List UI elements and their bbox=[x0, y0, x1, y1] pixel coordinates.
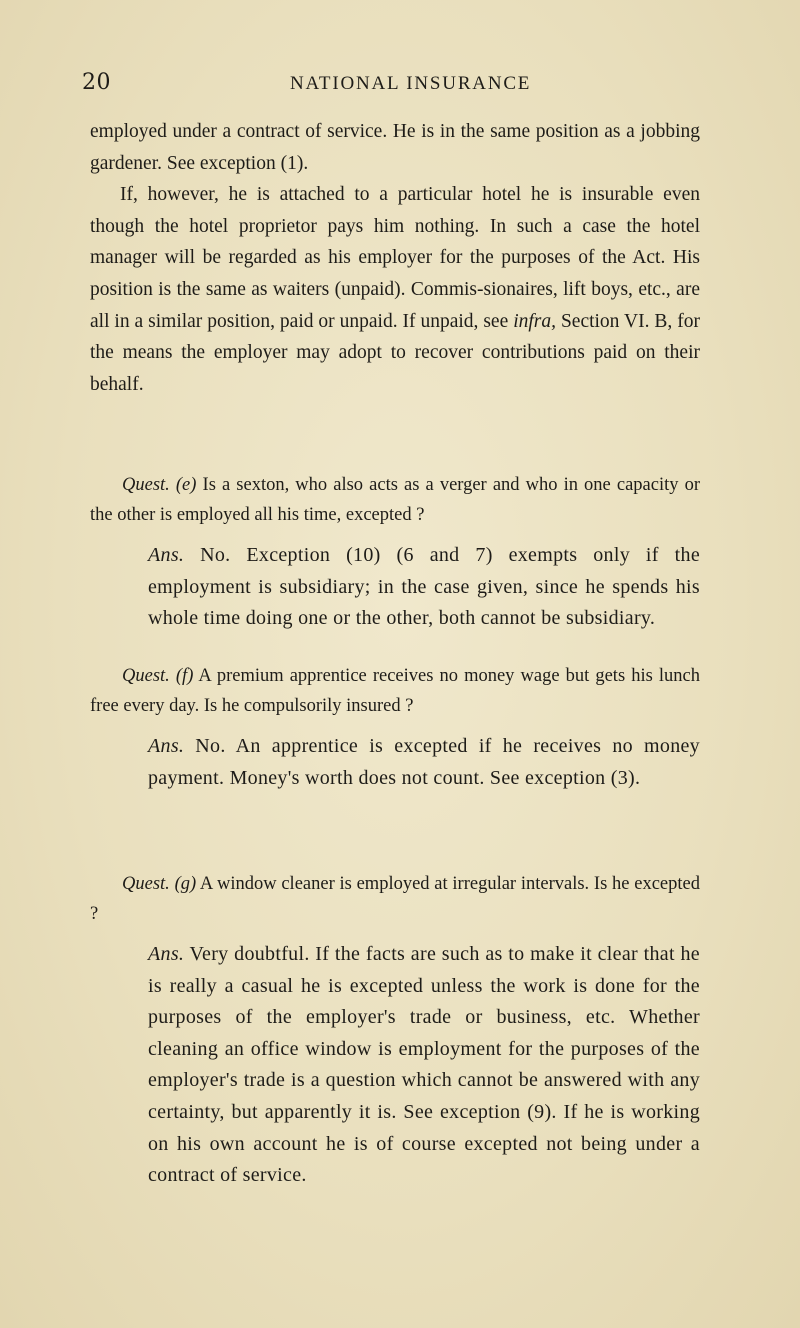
running-title: NATIONAL INSURANCE bbox=[290, 73, 532, 94]
question-block-f bbox=[90, 661, 700, 794]
answer-text: Very doubtful. If the facts are such as to make it clear that he is really a casual he is excepted unless the work is done for the purposes of the employer's trade or business, etc. Whether cleaning an office window is employment for the purposes of the employer's trade is a question which cannot be answered with any certainty, but apparently it is. See exception (9). If he is working on his own account he is of course excepted not being under a contract of service. bbox=[148, 943, 700, 1187]
answer-label: Ans. bbox=[148, 943, 185, 965]
question-f bbox=[90, 661, 700, 721]
question-g bbox=[90, 869, 700, 929]
question-letter: (g) bbox=[174, 874, 197, 894]
answer-label: Ans. bbox=[148, 544, 185, 566]
paragraph-hotel bbox=[90, 179, 700, 400]
question-text: Is a sexton, who also acts as a verger and who in one capacity or the other is employed all his time, excepted ? bbox=[90, 475, 700, 525]
question-label: Quest. bbox=[122, 874, 170, 894]
question-e bbox=[90, 470, 700, 530]
page-header bbox=[0, 70, 800, 104]
question-block-e bbox=[90, 470, 700, 635]
answer-label: Ans. bbox=[148, 735, 185, 757]
answer-text: No. An apprentice is excepted if he receives no money payment. Money's worth does not count. See exception (3). bbox=[148, 735, 700, 789]
question-letter: (f) bbox=[175, 666, 194, 686]
question-letter: (e) bbox=[175, 475, 197, 495]
question-block-g bbox=[90, 869, 700, 1192]
question-label: Quest. bbox=[122, 475, 170, 495]
answer-e bbox=[148, 540, 700, 635]
question-text: A window cleaner is employed at irregular intervals. Is he excepted ? bbox=[90, 874, 700, 924]
page-number: 20 bbox=[82, 70, 111, 95]
answer-f bbox=[148, 731, 700, 794]
answer-text: No. Exception (10) (6 and 7) exempts only if the employment is subsidiary; in the case given, since he spends his whole time doing one or the other, both cannot be subsidiary. bbox=[148, 544, 700, 630]
opening-text bbox=[90, 116, 700, 400]
paragraph-continuation: employed under a contract of service. He is in the same position as a jobbing gardener. See exception (1). bbox=[90, 121, 700, 174]
paragraph-hotel-a: If, however, he is attached to a particular hotel he is insurable even though the hotel proprietor pays him nothing. In such a case the hotel manager will be regarded as his employer for the purposes of the Act. His position is the same as waiters (unpaid). Commis-sionaires, lift boys, etc., are all in a similar position, paid or unpaid. If unpaid, see bbox=[90, 184, 700, 332]
question-label: Quest. bbox=[122, 666, 170, 686]
paragraph-hotel-b: Section VI. B, for the means the employer may adopt to recover contributions paid on their behalf. bbox=[90, 310, 700, 395]
paragraph-hotel-infra: infra, bbox=[513, 310, 556, 332]
question-text: A premium apprentice receives no money wage but gets his lunch free every day. Is he compulsorily insured ? bbox=[90, 666, 701, 716]
answer-g bbox=[148, 939, 700, 1192]
